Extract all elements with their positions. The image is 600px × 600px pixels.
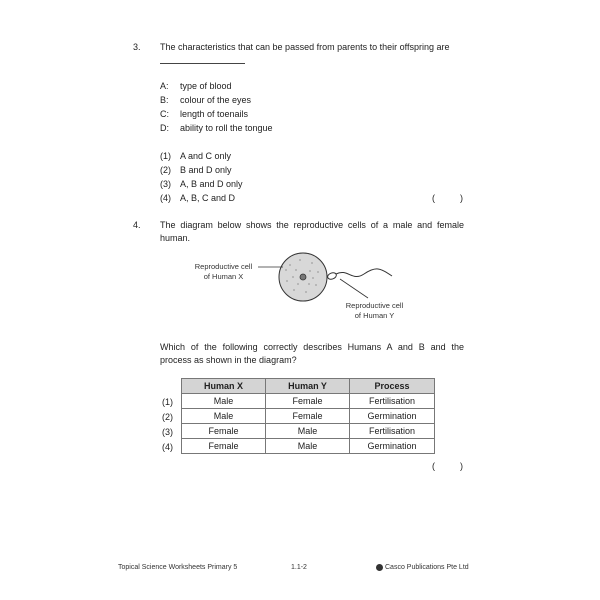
footer-book-title: Topical Science Worksheets Primary 5	[118, 564, 238, 571]
statement-letter: C:	[160, 109, 169, 119]
table-row[interactable]	[182, 394, 435, 409]
label-y-line2: of Human Y	[354, 311, 395, 320]
option-text[interactable]: A, B and D only	[180, 179, 243, 189]
statement-letter: D:	[160, 123, 169, 133]
table-cell: Germination	[350, 409, 435, 424]
footer-publisher	[376, 563, 469, 573]
label-human-x	[186, 262, 261, 282]
statement-text: colour of the eyes	[180, 95, 252, 105]
answer-table	[181, 378, 435, 454]
table-cell: Female	[182, 439, 266, 454]
q3-stem: The characteristics that can be passed from parents to their offspring are	[160, 42, 450, 52]
q4-number: 4.	[133, 220, 141, 230]
q4-stem-line1: The diagram below shows the reproductive cells of a male and female	[160, 220, 464, 230]
option-label: (3)	[160, 179, 171, 189]
table-cell: Male	[182, 409, 266, 424]
table-row[interactable]	[182, 439, 435, 454]
label-x-line1: Reproductive cell	[194, 262, 253, 271]
footer-page-number: 1.1-2	[291, 564, 307, 571]
option-label: (2)	[160, 165, 171, 175]
table-cell: Male	[182, 394, 266, 409]
row-label: (4)	[162, 442, 173, 452]
table-cell: Fertilisation	[350, 424, 435, 439]
table-cell: Fertilisation	[350, 394, 435, 409]
publisher-name: Casco Publications Pte Ltd	[385, 564, 469, 571]
answer-close-paren: )	[460, 193, 463, 203]
row-label: (1)	[162, 397, 173, 407]
table-cell: Male	[266, 439, 350, 454]
egg-nucleus	[300, 274, 306, 280]
table-cell: Female	[266, 409, 350, 424]
table-row[interactable]	[182, 424, 435, 439]
table-cell: Female	[182, 424, 266, 439]
label-y-line1: Reproductive cell	[345, 301, 404, 310]
q4-question-line2: process as shown in the diagram?	[160, 355, 297, 365]
row-label: (2)	[162, 412, 173, 422]
q3-number: 3.	[133, 42, 141, 52]
answer-close-paren: )	[460, 461, 463, 471]
label-human-y	[337, 301, 412, 321]
statement-letter: A:	[160, 81, 169, 91]
statement-letter: B:	[160, 95, 169, 105]
table-header-row	[182, 379, 435, 394]
option-label: (1)	[160, 151, 171, 161]
option-text[interactable]: A, B, C and D	[180, 193, 236, 203]
table-cell: Male	[266, 424, 350, 439]
answer-open-paren: (	[432, 461, 435, 471]
table-cell: Germination	[350, 439, 435, 454]
option-text[interactable]: A and C only	[180, 151, 232, 161]
sperm-tail	[336, 269, 392, 277]
option-label: (4)	[160, 193, 171, 203]
q4-question-line1: Which of the following correctly describes Humans A and B and the	[160, 342, 464, 352]
column-header: Process	[350, 379, 435, 394]
statement-text: type of blood	[180, 81, 232, 91]
statement-text: ability to roll the tongue	[180, 123, 273, 133]
answer-open-paren: (	[432, 193, 435, 203]
publisher-logo-icon	[376, 564, 383, 571]
row-label: (3)	[162, 427, 173, 437]
label-y-leader	[340, 279, 368, 298]
sperm-head	[327, 272, 338, 281]
option-text[interactable]: B and D only	[180, 165, 232, 175]
q4-stem-line2: human.	[160, 233, 191, 243]
column-header: Human X	[182, 379, 266, 394]
table-cell: Female	[266, 394, 350, 409]
statement-text: length of toenails	[180, 109, 249, 119]
label-x-line2: of Human X	[203, 272, 244, 281]
column-header: Human Y	[266, 379, 350, 394]
table-row[interactable]	[182, 409, 435, 424]
